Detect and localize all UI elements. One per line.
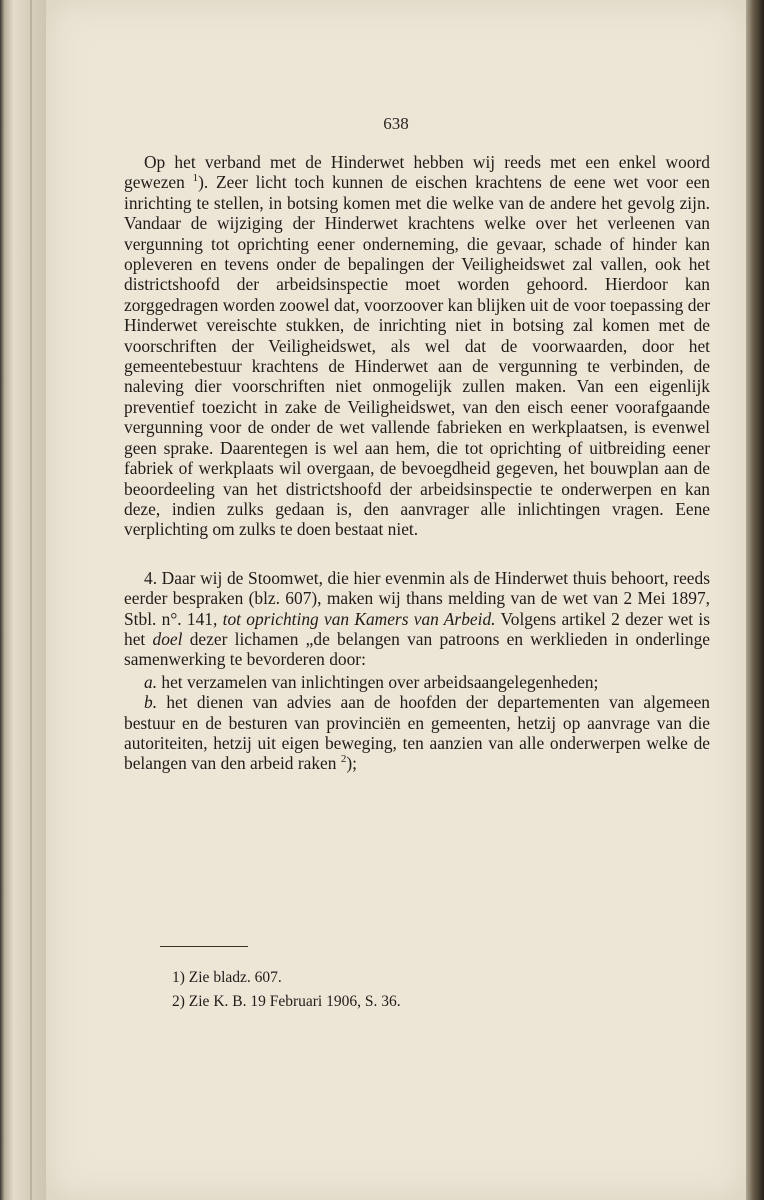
italic-law-title: tot oprichting van Kamers van Arbeid. <box>222 608 496 629</box>
paragraph-text: dezer lichamen „de belangen van patroons en werklieden in onderlinge samenwerking te bevorderen door: <box>124 628 710 670</box>
page-edge <box>746 0 764 1200</box>
list-marker-a: a. <box>144 671 158 692</box>
footnote-ref-1: 1 <box>192 172 199 185</box>
list-text-b: het dienen van advies aan de hoofden der departementen van algemeen bestuur en de besturen van provinciën en gemeenten, hetzij op aanvrage van die autoriteiten, hetzij uit eigen beweging, ten aanzien van alle onderwerpen welke de belangen van den arbeid raken <box>124 692 710 774</box>
list-text-b-end: ); <box>346 753 357 774</box>
footnote-ref-2: 2 <box>340 753 347 766</box>
italic-doel: doel <box>152 628 183 649</box>
list-item-a <box>124 672 710 692</box>
footnotes <box>172 966 692 1014</box>
paragraph-text-cont: ). Zeer licht toch kunnen de eischen krachtens de eene wet voor een inrichting te stellen, in botsing komen met die welke van de andere het gevolg zijn. Vandaar de wijziging der Hinderwet krachtens welke over het verleenen van vergunning tot oprichting eener onderneming, die gevaar, schade of hinder kan opleveren en tevens onder de bepalingen der Veiligheidswet zal vallen, ook het districtshoofd der arbeidsinspectie moet worden gehoord. Hierdoor kan zorggedragen worden zoowel dat, voorzoover kan blijken uit de voor toepassing der Hinderwet vereischte stukken, de inrichting niet in botsing zal komen met de voorschriften der Veiligheidswet, als wel dat de voorwaarden, door het gemeentebestuur krachtens de Hinderwet aan de vergunning te verbinden, de naleving dier voorschriften niet onmogelijk zullen maken. Van een eigenlijk preventief toezicht in zake de Veiligheidswet, van den eisch eener voorafgaande vergunning voor de onder de wet vallende fabrieken en werkplaatsen, is evenwel geen sprake. Daarentegen is wel aan hem, die tot oprichting of uitbreiding eener fabriek of werkplaats wil overgaan, de bevoegdheid gegeven, het bouwplan aan de beoordeeling van het districtshoofd der arbeidsinspectie te onderwerpen en kan deze, indien zulks gedaan is, den aanvrager alle inlichtingen vragen. Eene verplichting om zulks te doen bestaat niet. <box>124 172 710 540</box>
paragraph-text: Volgens artikel 2 dezer wet is het <box>124 608 710 649</box>
body-text <box>124 152 710 774</box>
footnote-divider <box>160 946 248 947</box>
footnote-1: 1) Zie bladz. 607. <box>172 969 282 986</box>
paragraph-text: Op het verband met de Hinderwet hebben wij reeds met een enkel woord gewezen <box>124 152 710 193</box>
paragraph-text: 4. Daar wij de Stoomwet, die hier evenmin als de Hinderwet thuis behoort, reeds eerder bespraken (blz. 607), maken wij thans melding van de wet van 2 Mei 1897, Stbl. n°. 141, <box>124 567 710 629</box>
list-text-a: het verzamelen van inlichtingen over arbeidsaangelegenheden; <box>157 671 599 692</box>
paragraph-hinderwet <box>124 152 710 540</box>
page-number: 638 <box>383 114 409 133</box>
list-item-b <box>124 692 710 774</box>
footnote-2: 2) Zie K. B. 19 Februari 1906, S. 36. <box>172 993 401 1010</box>
book-binding <box>0 0 46 1200</box>
paragraph-kamers-van-arbeid <box>124 568 710 670</box>
list-marker-b: b. <box>144 692 158 713</box>
